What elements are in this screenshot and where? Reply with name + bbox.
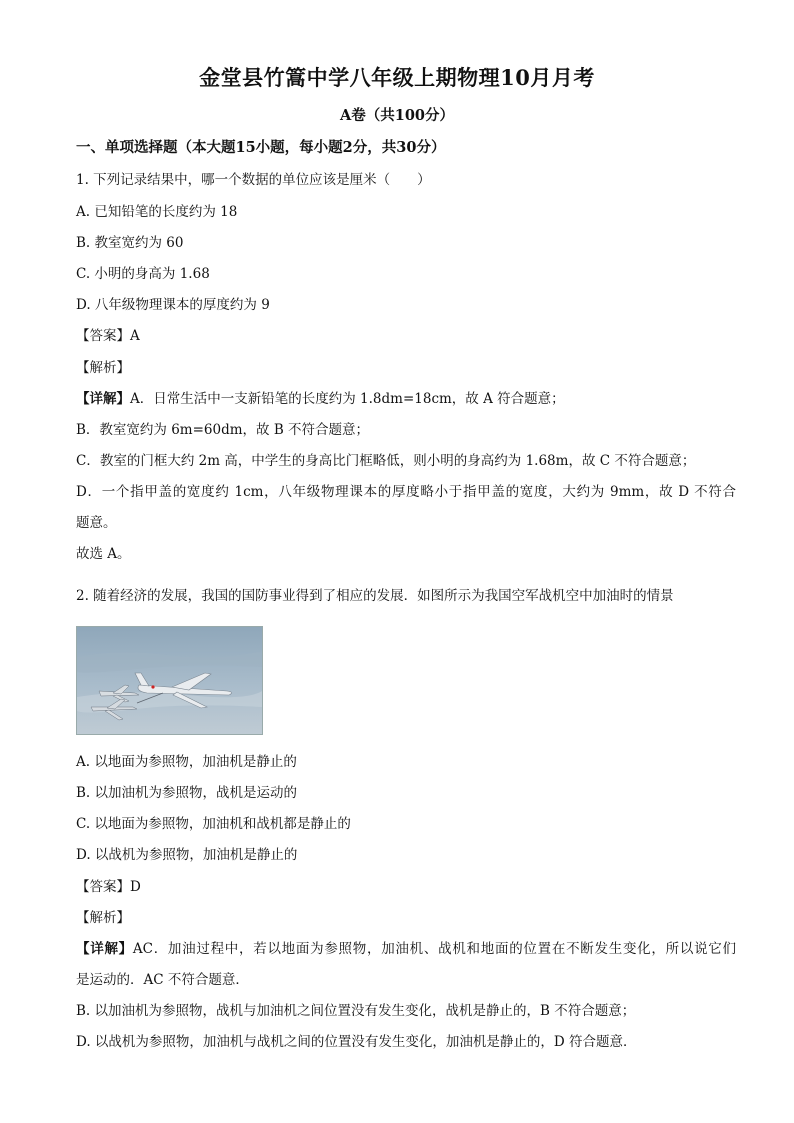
question-2-analysis-label: 【解析】: [76, 910, 130, 926]
question-1-detail-line-4: D．一个指甲盖的宽度约 1cm，八年级物理课本的厚度略小于指甲盖的宽度，大约为 9mm，故 D 不符合: [76, 484, 736, 500]
question-1-conclusion: 故选 A。: [76, 546, 131, 562]
detail-tag: 【详解】: [76, 941, 133, 957]
question-2-detail-line-3: B. 以加油机为参照物，战机与加油机之间位置没有发生变化，战机是静止的，B 不符合题意；: [76, 1003, 636, 1019]
question-2-option-d: D. 以战机为参照物，加油机是静止的: [76, 847, 298, 863]
question-2-detail-line-1: 【详解】AC．加油过程中，若以地面为参照物，加油机、战机和地面的位置在不断发生变化，所以说它们: [76, 941, 737, 957]
question-2-detail-line-4: D. 以战机为参照物，加油机与战机之间的位置没有发生变化，加油机是静止的，D 符合题意．: [76, 1034, 637, 1050]
question-1-detail-line-5: 题意。: [76, 515, 117, 531]
section-heading: 一、单项选择题（本大题15小题，每小题2分，共30分）: [76, 139, 446, 156]
page-subtitle: A卷（共100分）: [339, 107, 455, 124]
page-title: 金堂县竹篙中学八年级上期物理10月月考: [199, 65, 595, 90]
question-2-detail-line-2: 是运动的．AC 不符合题意．: [76, 972, 249, 988]
question-2-option-b: B. 以加油机为参照物，战机是运动的: [76, 785, 298, 801]
question-1-analysis-label: 【解析】: [76, 360, 130, 376]
aerial-refueling-photo-icon: [77, 627, 262, 734]
question-2-option-a: A. 以地面为参照物，加油机是静止的: [76, 754, 297, 770]
question-1-detail-line-1: 【详解】A．日常生活中一支新铅笔的长度约为 1.8dm=18cm，故 A 符合题意；: [76, 391, 565, 407]
question-1-stem: 1. 下列记录结果中，哪一个数据的单位应该是厘米（ ）: [76, 172, 431, 188]
question-1-option-b: B. 教室宽约为 60: [76, 235, 184, 251]
question-1-option-a: A. 已知铅笔的长度约为 18: [76, 204, 238, 220]
aerial-refueling-image: [76, 626, 263, 735]
question-1-detail-line-2: B．教室宽约为 6m=60dm，故 B 不符合题意；: [76, 422, 370, 438]
question-2-stem: 2. 随着经济的发展，我国的国防事业得到了相应的发展．如图所示为我国空军战机空中加油时的情景: [76, 588, 674, 604]
question-2-option-c: C. 以地面为参照物，加油机和战机都是静止的: [76, 816, 351, 832]
question-1-option-d: D. 八年级物理课本的厚度约为 9: [76, 297, 270, 313]
detail-tag: 【详解】: [76, 391, 130, 407]
question-1-option-c: C. 小明的身高为 1.68: [76, 266, 210, 282]
question-2-answer: 【答案】D: [76, 879, 141, 895]
question-1-detail-line-3: C．教室的门框大约 2m 高，中学生的身高比门框略低，则小明的身高约为 1.68m，故 C 不符合题意；: [76, 453, 696, 469]
question-1-answer: 【答案】A: [76, 328, 140, 344]
